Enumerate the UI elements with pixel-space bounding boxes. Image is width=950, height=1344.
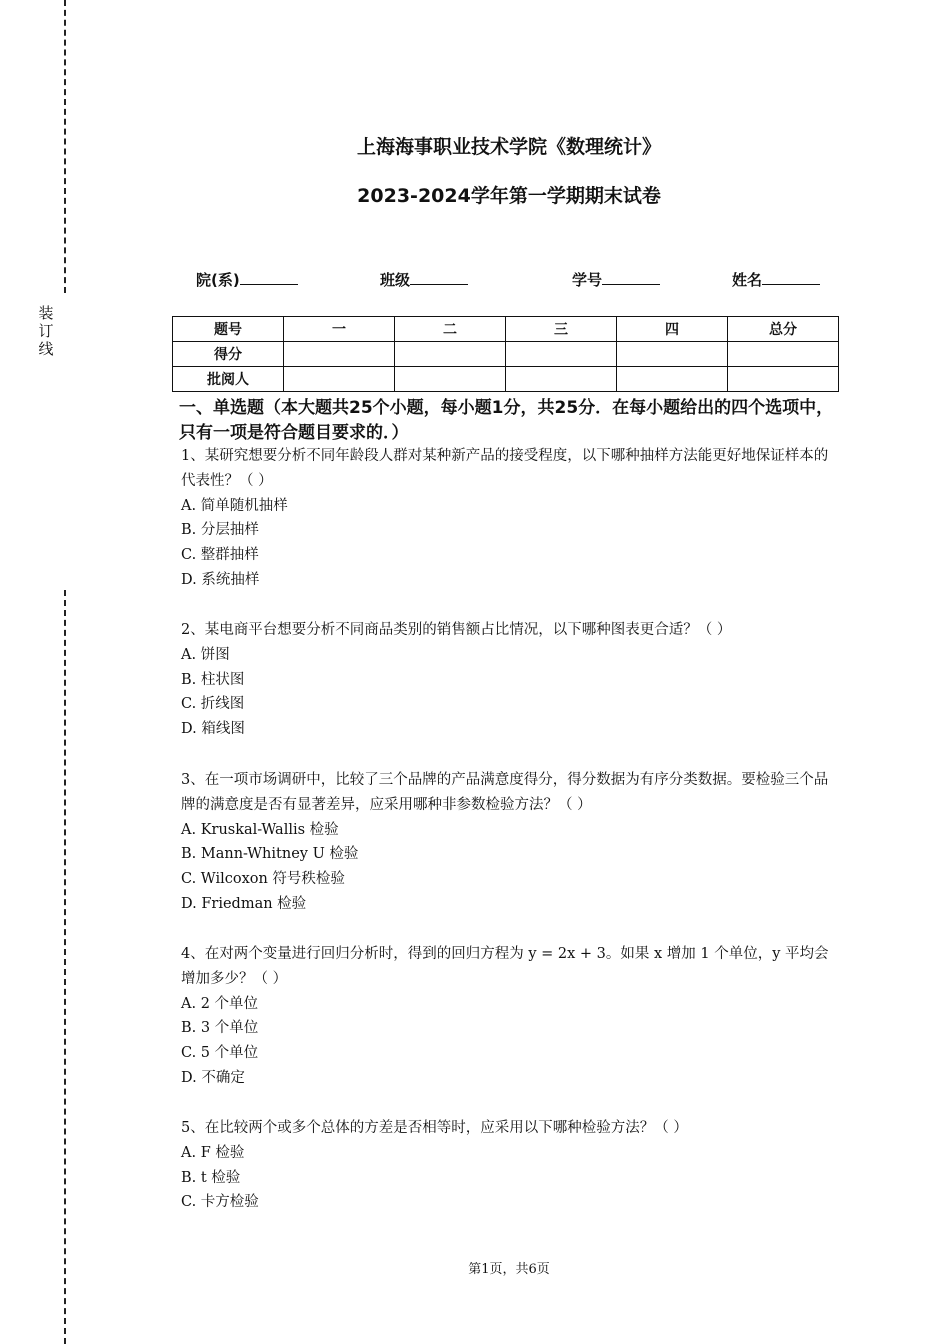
question-stem: 5、在比较两个或多个总体的方差是否相等时，应采用以下哪种检验方法？（ ） xyxy=(181,1120,688,1136)
score-table-header xyxy=(173,317,839,342)
page-number: 第1页，共6页 xyxy=(468,1262,550,1277)
question-1 xyxy=(181,444,841,593)
score-cell: 得分 xyxy=(173,342,284,367)
name-blank xyxy=(762,270,820,285)
score-cell xyxy=(284,342,395,367)
question-option: B. 3 个单位 xyxy=(181,1020,259,1037)
class-label: 班级 xyxy=(380,271,411,289)
section-heading: 一、单选题（本大题共25个小题，每小题1分，共25分．在每小题给出的四个选项中，只有一项是符合题目要求的．） xyxy=(179,398,834,443)
question-option: C. 5 个单位 xyxy=(181,1045,259,1062)
question-option: A. 饼图 xyxy=(181,646,230,663)
score-cell xyxy=(284,367,395,392)
exam-title: 上海海事职业技术学院《数理统计》 xyxy=(356,136,661,158)
question-option: D. 不确定 xyxy=(181,1069,245,1086)
question-option: B. 柱状图 xyxy=(181,671,245,688)
score-table-row xyxy=(173,367,839,392)
question-option: C. 卡方检验 xyxy=(181,1194,259,1211)
question-option: D. 系统抽样 xyxy=(181,571,260,588)
class-field xyxy=(380,269,468,290)
question-stem: 3、在一项市场调研中，比较了三个品牌的产品满意度得分，得分数据为有序分类数据。要检验三个品牌的满意度是否有显著差异，应采用哪种非参数检验方法？（ ） xyxy=(181,772,829,813)
question-4 xyxy=(181,942,841,1091)
class-blank xyxy=(410,270,468,285)
score-cell: 三 xyxy=(506,317,617,342)
student-id-label: 学号 xyxy=(572,271,603,289)
dept-label: 院(系) xyxy=(196,271,240,289)
score-cell xyxy=(617,342,728,367)
binding-char: 线 xyxy=(38,340,54,358)
student-id-blank xyxy=(602,270,660,285)
name-label: 姓名 xyxy=(732,271,763,289)
score-cell: 总分 xyxy=(728,317,839,342)
score-cell xyxy=(506,367,617,392)
score-cell: 一 xyxy=(284,317,395,342)
question-option: B. t 检验 xyxy=(181,1169,241,1186)
question-option: B. Mann-Whitney U 检验 xyxy=(181,846,359,863)
question-stem: 2、某电商平台想要分析不同商品类别的销售额占比情况，以下哪种图表更合适？（ ） xyxy=(181,622,732,638)
question-5 xyxy=(181,1116,841,1215)
score-cell: 批阅人 xyxy=(173,367,284,392)
question-option: A. Kruskal-Wallis 检验 xyxy=(181,821,339,838)
binding-line-bottom xyxy=(64,590,66,1344)
question-option: B. 分层抽样 xyxy=(181,522,259,539)
question-option: C. Wilcoxon 符号秩检验 xyxy=(181,871,345,888)
exam-subtitle: 2023-2024学年第一学期期末试卷 xyxy=(357,185,661,207)
question-option: D. Friedman 检验 xyxy=(181,895,307,912)
score-cell xyxy=(728,367,839,392)
question-option: A. 简单随机抽样 xyxy=(181,497,288,514)
binding-char: 订 xyxy=(38,322,54,340)
question-stem: 4、在对两个变量进行回归分析时，得到的回归方程为 y = 2x + 3。如果 x 增加 1 个单位，y 平均会增加多少？（ ） xyxy=(181,946,829,987)
score-table-row xyxy=(173,342,839,367)
question-option: A. 2 个单位 xyxy=(181,995,259,1012)
question-option: D. 箱线图 xyxy=(181,721,245,738)
question-option: C. 折线图 xyxy=(181,696,245,713)
dept-field xyxy=(196,269,298,290)
question-stem: 1、某研究想要分析不同年龄段人群对某种新产品的接受程度，以下哪种抽样方法能更好地保证样本的代表性？（ ） xyxy=(181,448,829,489)
score-cell xyxy=(728,342,839,367)
score-cell xyxy=(617,367,728,392)
score-cell xyxy=(506,342,617,367)
student-id-field xyxy=(572,269,660,290)
dept-blank xyxy=(240,270,298,285)
score-cell: 二 xyxy=(395,317,506,342)
question-option: C. 整群抽样 xyxy=(181,547,259,564)
question-2 xyxy=(181,618,841,742)
binding-char: 装 xyxy=(38,304,54,322)
name-field xyxy=(732,269,820,290)
score-table xyxy=(172,316,839,392)
score-cell: 四 xyxy=(617,317,728,342)
question-3 xyxy=(181,768,841,917)
question-option: A. F 检验 xyxy=(181,1144,245,1161)
score-cell xyxy=(395,367,506,392)
score-cell: 题号 xyxy=(173,317,284,342)
binding-label xyxy=(36,304,56,358)
score-cell xyxy=(395,342,506,367)
